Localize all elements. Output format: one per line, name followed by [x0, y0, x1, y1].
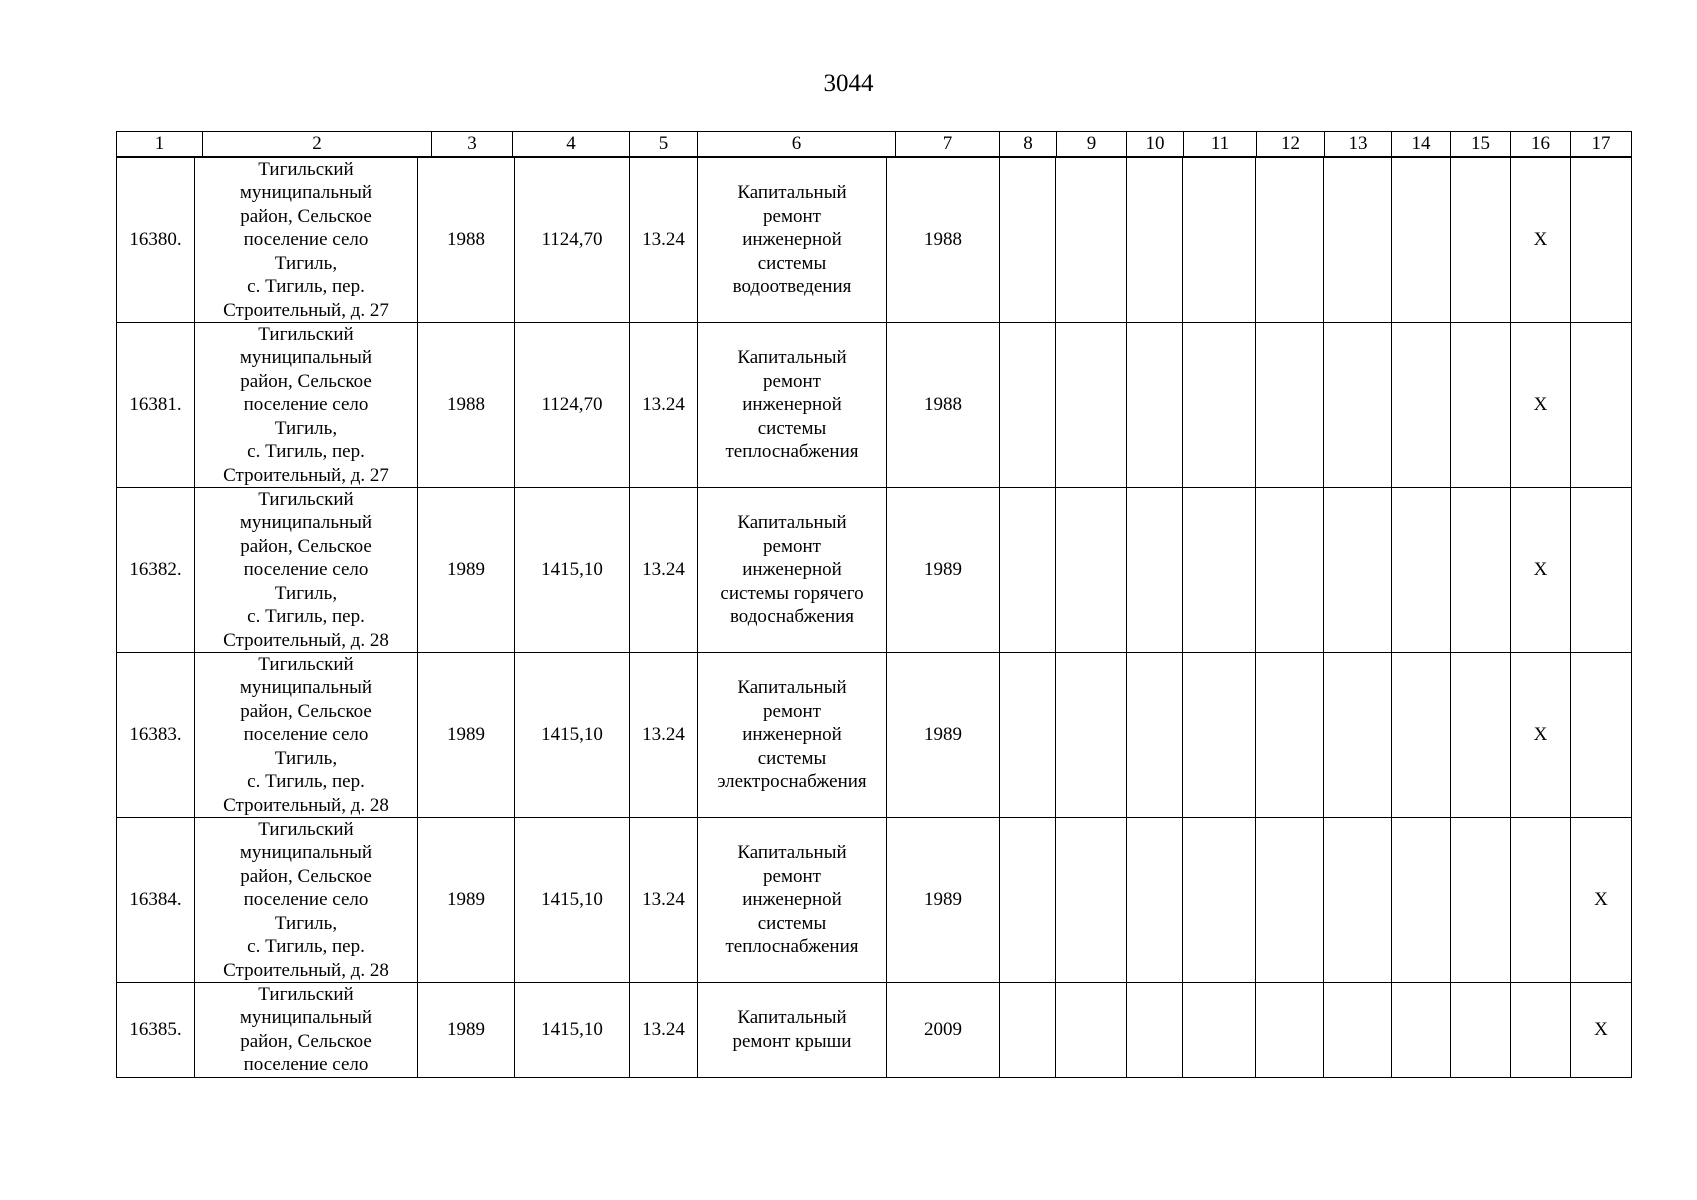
- work-type-cell: Капитальный ремонт инженерной системы горячего водоснабжения: [698, 488, 887, 653]
- col-10-cell: [1127, 488, 1183, 653]
- address-cell: Тигильский муниципальный район, Сельское поселение село Тигиль, с. Тигиль, пер. Строительный, д. 28: [195, 653, 418, 818]
- col-15-cell: [1451, 323, 1511, 488]
- col-10-cell: [1127, 818, 1183, 983]
- col-12-cell: [1256, 488, 1324, 653]
- col-10-cell: [1127, 158, 1183, 323]
- col-11-cell: [1183, 818, 1256, 983]
- col-8-cell: [1000, 488, 1056, 653]
- col-8-cell: [1000, 158, 1056, 323]
- col-17-cell: X: [1571, 983, 1632, 1078]
- header-cell-12: 12: [1257, 132, 1325, 157]
- col-16-cell: X: [1511, 323, 1571, 488]
- col-13-cell: [1324, 818, 1392, 983]
- col-17-cell: [1571, 323, 1632, 488]
- col-11-cell: [1183, 653, 1256, 818]
- page-number: 3044: [823, 70, 874, 97]
- header-cell-3: 3: [432, 132, 513, 157]
- repair-schedule-table: [116, 157, 1632, 1078]
- col-9-cell: [1056, 653, 1127, 818]
- col-14-cell: [1392, 488, 1451, 653]
- header-cell-5: 5: [630, 132, 698, 157]
- year-built-cell: 1988: [418, 323, 515, 488]
- area-cell: 1124,70: [515, 158, 630, 323]
- col-15-cell: [1451, 653, 1511, 818]
- row-number-cell: 16380.: [117, 158, 195, 323]
- header-cell-17: 17: [1571, 132, 1632, 157]
- row-number-cell: 16383.: [117, 653, 195, 818]
- address-cell: Тигильский муниципальный район, Сельское поселение село Тигиль, с. Тигиль, пер. Строительный, д. 28: [195, 488, 418, 653]
- header-cell-13: 13: [1325, 132, 1392, 157]
- code-cell: 13.24: [630, 158, 698, 323]
- col-16-cell: [1511, 983, 1571, 1078]
- col-12-cell: [1256, 983, 1324, 1078]
- code-cell: 13.24: [630, 983, 698, 1078]
- code-cell: 13.24: [630, 653, 698, 818]
- table-row: [117, 323, 1632, 488]
- year-built-cell: 1989: [418, 983, 515, 1078]
- col-11-cell: [1183, 983, 1256, 1078]
- col-9-cell: [1056, 158, 1127, 323]
- header-cell-7: 7: [896, 132, 1000, 157]
- work-type-cell: Капитальный ремонт инженерной системы водоотведения: [698, 158, 887, 323]
- col-13-cell: [1324, 323, 1392, 488]
- column-number-header: [116, 131, 1632, 157]
- last-repair-year-cell: 1989: [887, 653, 1000, 818]
- last-repair-year-cell: 1989: [887, 818, 1000, 983]
- address-cell: Тигильский муниципальный район, Сельское поселение село Тигиль, с. Тигиль, пер. Строительный, д. 27: [195, 323, 418, 488]
- col-17-cell: [1571, 488, 1632, 653]
- col-12-cell: [1256, 323, 1324, 488]
- header-cell-6: 6: [698, 132, 896, 157]
- col-16-cell: X: [1511, 653, 1571, 818]
- col-13-cell: [1324, 653, 1392, 818]
- area-cell: 1415,10: [515, 653, 630, 818]
- work-type-cell: Капитальный ремонт инженерной системы теплоснабжения: [698, 323, 887, 488]
- col-9-cell: [1056, 488, 1127, 653]
- col-14-cell: [1392, 653, 1451, 818]
- col-9-cell: [1056, 818, 1127, 983]
- col-13-cell: [1324, 983, 1392, 1078]
- area-cell: 1415,10: [515, 983, 630, 1078]
- col-14-cell: [1392, 323, 1451, 488]
- row-number-cell: 16384.: [117, 818, 195, 983]
- code-cell: 13.24: [630, 488, 698, 653]
- code-cell: 13.24: [630, 323, 698, 488]
- table-body: [117, 158, 1632, 1078]
- code-cell: 13.24: [630, 818, 698, 983]
- header-cell-15: 15: [1451, 132, 1511, 157]
- col-13-cell: [1324, 488, 1392, 653]
- area-cell: 1124,70: [515, 323, 630, 488]
- last-repair-year-cell: 1988: [887, 323, 1000, 488]
- area-cell: 1415,10: [515, 818, 630, 983]
- col-10-cell: [1127, 653, 1183, 818]
- col-9-cell: [1056, 983, 1127, 1078]
- col-10-cell: [1127, 983, 1183, 1078]
- col-15-cell: [1451, 488, 1511, 653]
- table-row: [117, 818, 1632, 983]
- col-17-cell: [1571, 158, 1632, 323]
- col-11-cell: [1183, 323, 1256, 488]
- header-cell-4: 4: [513, 132, 630, 157]
- header-cell-1: 1: [117, 132, 203, 157]
- col-11-cell: [1183, 158, 1256, 323]
- col-8-cell: [1000, 983, 1056, 1078]
- last-repair-year-cell: 1988: [887, 158, 1000, 323]
- col-14-cell: [1392, 818, 1451, 983]
- address-cell: Тигильский муниципальный район, Сельское поселение село Тигиль, с. Тигиль, пер. Строительный, д. 28: [195, 818, 418, 983]
- header-cell-2: 2: [203, 132, 432, 157]
- table-row: [117, 983, 1632, 1078]
- col-14-cell: [1392, 983, 1451, 1078]
- col-16-cell: X: [1511, 158, 1571, 323]
- col-8-cell: [1000, 323, 1056, 488]
- col-15-cell: [1451, 158, 1511, 323]
- header-cell-8: 8: [1000, 132, 1057, 157]
- col-12-cell: [1256, 653, 1324, 818]
- col-15-cell: [1451, 983, 1511, 1078]
- col-8-cell: [1000, 818, 1056, 983]
- work-type-cell: Капитальный ремонт инженерной системы теплоснабжения: [698, 818, 887, 983]
- col-16-cell: X: [1511, 488, 1571, 653]
- col-9-cell: [1056, 323, 1127, 488]
- address-cell: Тигильский муниципальный район, Сельское поселение село: [195, 983, 418, 1078]
- last-repair-year-cell: 1989: [887, 488, 1000, 653]
- last-repair-year-cell: 2009: [887, 983, 1000, 1078]
- col-13-cell: [1324, 158, 1392, 323]
- col-12-cell: [1256, 158, 1324, 323]
- header-cell-9: 9: [1057, 132, 1127, 157]
- col-12-cell: [1256, 818, 1324, 983]
- year-built-cell: 1989: [418, 488, 515, 653]
- col-10-cell: [1127, 323, 1183, 488]
- work-type-cell: Капитальный ремонт крыши: [698, 983, 887, 1078]
- header-cell-10: 10: [1127, 132, 1184, 157]
- col-17-cell: X: [1571, 818, 1632, 983]
- header-cell-16: 16: [1511, 132, 1571, 157]
- col-8-cell: [1000, 653, 1056, 818]
- row-number-cell: 16382.: [117, 488, 195, 653]
- table-row: [117, 158, 1632, 323]
- table-row: [117, 488, 1632, 653]
- col-16-cell: [1511, 818, 1571, 983]
- header-row: [117, 132, 1632, 157]
- year-built-cell: 1989: [418, 653, 515, 818]
- year-built-cell: 1989: [418, 818, 515, 983]
- area-cell: 1415,10: [515, 488, 630, 653]
- col-11-cell: [1183, 488, 1256, 653]
- work-type-cell: Капитальный ремонт инженерной системы электроснабжения: [698, 653, 887, 818]
- col-17-cell: [1571, 653, 1632, 818]
- address-cell: Тигильский муниципальный район, Сельское поселение село Тигиль, с. Тигиль, пер. Строительный, д. 27: [195, 158, 418, 323]
- row-number-cell: 16385.: [117, 983, 195, 1078]
- header-cell-14: 14: [1392, 132, 1451, 157]
- col-15-cell: [1451, 818, 1511, 983]
- header-cell-11: 11: [1184, 132, 1257, 157]
- row-number-cell: 16381.: [117, 323, 195, 488]
- table-row: [117, 653, 1632, 818]
- col-14-cell: [1392, 158, 1451, 323]
- year-built-cell: 1988: [418, 158, 515, 323]
